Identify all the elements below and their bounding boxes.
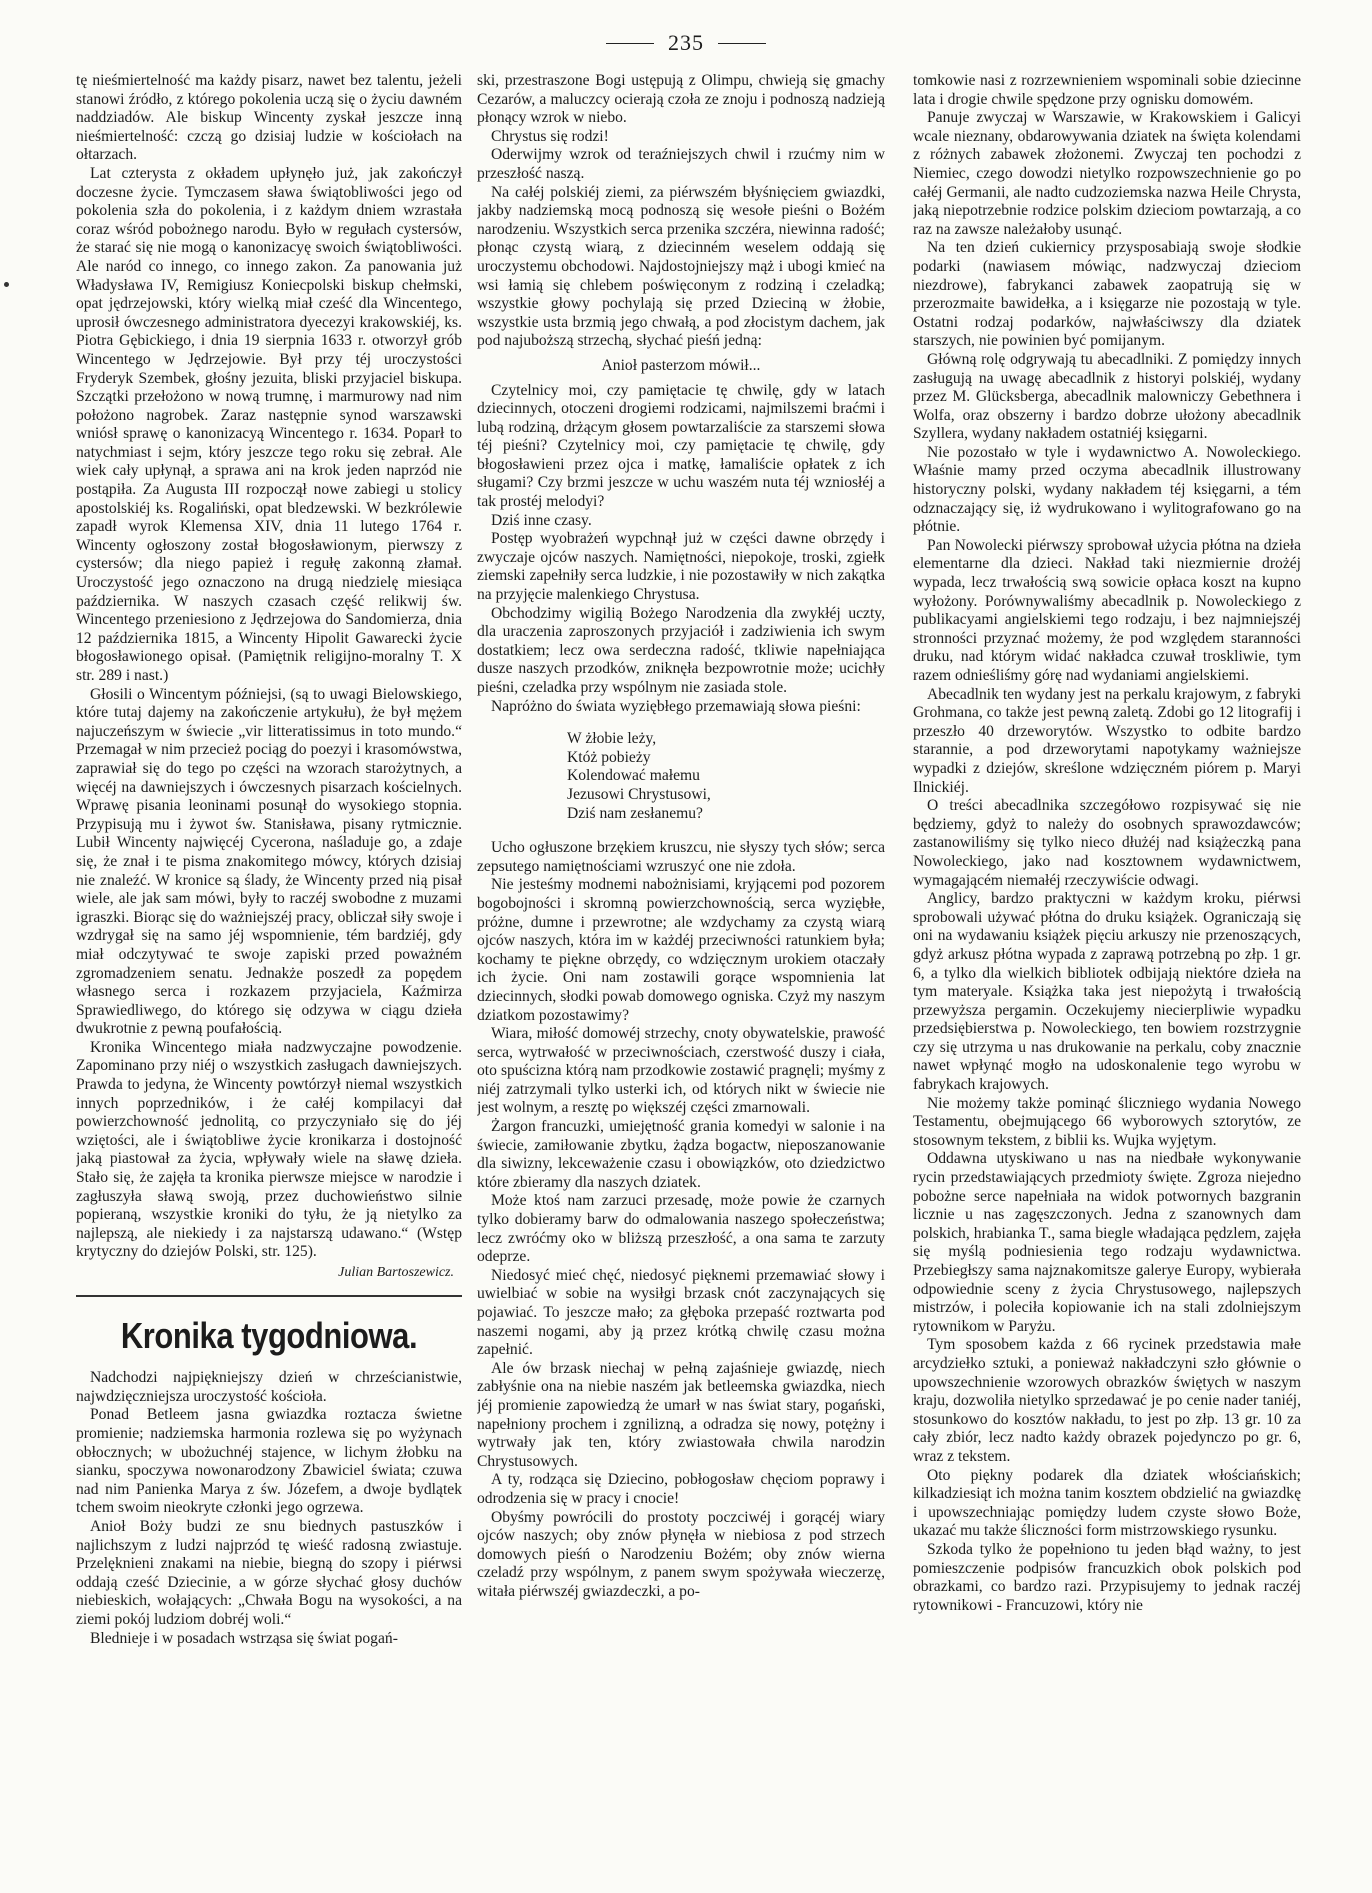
chronicle-paragraph: tomkowie nasi z rozrzewnieniem wspominali sobie dziecinne lata i drogie chwile spędzone przy ognisku domowém. [913,72,1301,108]
chronicle-paragraph: Pan Nowolecki piérwszy sprobował użycia płótna na dzieła elementarne dla dzieci. Nakład taki niezmiernie drożéj wypada, lecz trwałością swą sowicie opłaca koszt na kupno wyłożony. Porównywaliśmy abecadlnik p. Nowoleckiego z publikacyami angielskiemi tego rodzaju, i bez najmniejszéj stronności przyznać możemy, że pod względem staranności druku, nad którym widać nakładca czuwał troskliwie, tym razem odnieśliśmy górę nad wydaniami angielskiemi. [913,536,1301,684]
verse-line: W żłobie leży, [567,730,657,748]
verse-line: Jezusowi Chrystusowi, [567,785,711,803]
chronicle-paragraph: Abecadlnik ten wydany jest na perkalu krajowym, z fabryki Grohmana, co także jest pewną zaletą. Zdobi go 12 litografij i przeszło 40 drzeworytów. Wszystko to odbite bardzo starannie, a pod drzeworytami napotykamy ważniejsze wypadki z dziejów, skreślone wdzięczném piórem p. Maryi Ilnickiéj. [913,685,1301,796]
chronicle-paragraph: Chrystus się rodzi! [491,127,609,145]
song-quote: Anioł pasterzom mówił... [601,356,761,374]
article-paragraph: Lat czterysta z okładem upłynęło już, jak zakończył doczesne życie. Tymczasem sława świątobliwości jego od pokolenia szła do pokolenia, i z każdym dniem wzrastała coraz wśród pobożnego narodu. Było w regułach cystersów, że starać się nie mogą o kanonizacyę swoich świątobliwości. Ale naród co innego, co innego zakon. Za panowania już Władysława IV, Remigiusz Koniecpolski biskup chełmski, opat jędrzejowski, który wielką miał cześć dla Wincentego, uprosił ówczesnego administratora dyecezyi krakowskiéj, ks. Piotra Gębickiego, i dnia 19 sierpnia 1633 r. otworzył grób Wincentego w Jędrzejowie. Był przy téj uroczystości Fryderyk Szembek, głośny jezuita, bliski przyjaciel biskupa. Szczątki przełożono w nową trumnę, i marmurowy nad nim położono nagrobek. Zaraz następnie synod warszawski wniósł sprawę o kanonizacyą Wincentego r. 1634. Poparł to natychmiast i sejm, który jeszcze tego roku się zebrał. Ale wiek cały upłynął, a sprawa ani na krok jeden naprzód nie postąpiła. Za Augusta III rozpoczął nowe zabiegi u stolicy apostolskiéj ks. Rogaliński, opat bledzewski. W bezkrólewie zapadł wyrok Klemensa XIV, dnia 11 lutego 1764 r. Wincenty ogłoszony został błogosławionym, pierwszy z cystersów; dla niego papież i regułę zakonną złamał. Uroczystość jego oznaczono na drugą niedzielę miesiąca października. W naszych czasach część relikwij św. Wincentego przeniesiono z Jędrzejowa do Sandomierza, dnia 12 października 1815, a Wincenty Hipolit Gawarecki życie błogosławionego opisał. (Pamiętnik religijno-moralny T. X str. 289 i nast.) [76,164,462,684]
chronicle-paragraph: A ty, rodząca się Dziecino, pobłogosław chęciom poprawy i odrodzenia się w pracy i cnocie! [477,1471,885,1507]
chronicle-paragraph: Oddawna utyskiwano u nas na niedbałe wykonywanie rycin przedstawiających przedmioty święte. Zgroza niejedno pobożne serce napełniała na widok potwornych bazgranin licznie u nas zagęszczonych. Jedna z szanownych dam polskich, hrabianka T., sama biegle władająca pędzlem, zajęła się myślą podniesienia tego rodzaju wydawnictwa. Przebiegłszy sama najznakomitsze galerye Europy, wybierała odpowiednie sceny z życia Chrystusowego, najlepszych mistrzów, i poleciła kopiowanie ich na stali zdolniejszym rytownikom w Paryżu. [913,1150,1301,1335]
column-2 [477,72,885,1877]
chronicle-paragraph: Czytelnicy moi, czy pamiętacie tę chwilę, gdy w latach dziecinnych, otoczeni drogiemi rodzicami, najmilszemi braćmi i lubą rodziną, drżącym głosem powtarzaliście za starszemi słowa téj pieśni? Czytelnicy moi, czy pamiętacie tę chwilę, gdy błogosławieni przez ojca i matkę, łamaliście opłatek z ich sługami? Czy brzmi jeszcze w uchu waszém nuta téj wzniosłéj a tak prostéj melodyi? [477,381,885,511]
chronicle-paragraph: Napróżno do świata wyziębłego przemawiają słowa pieśni: [491,697,861,715]
chronicle-paragraph: Ponad Betleem jasna gwiazdka roztacza świetne promienie; nadziemska harmonia rozlewa się po wyżynach obłocznych; w ubożuchnéj stajence, w lichym żłobku na sianku, spoczywa nowonarodzony Zbawiciel świata; czuwa nad nim Panienka Marya z św. Józefem, a dwoje bydlątek tchem swoim nieokryte członki jego ogrzewa. [76,1406,462,1517]
chronicle-paragraph: O treści abecadlnika szczegółowo rozpisywać się nie będziemy, gdyż to należy do osobnych sprawozdawców; zastanowiliśmy się tylko nieco dłużéj nad książeczką pana Nowoleckiego, jako nad kosztownem wydawnictwem, wymagającém niemałéj rzeczywiście odwagi. [913,797,1301,889]
author-signature: Julian Bartoszewicz. [338,1265,454,1280]
header-rule-left [606,43,654,44]
chronicle-paragraph: Nie możemy także pominąć śliczniego wydania Nowego Testamentu, obejmującego 66 wyborowych sztorytów, ze stosownym tekstem, z biblii ks. Wujka wyjętym. [913,1094,1301,1149]
section-divider [76,1295,462,1297]
chronicle-paragraph: Oto piękny podarek dla dziatek włościańskich; kilkadziesiąt ich można tanim kosztem obdzielić na gwiazdkę i upowszechniając pomiędzy ludem czyste słowo Boże, ukazać mu także śliczności form mistrzowskiego rysunku. [913,1466,1301,1540]
chronicle-paragraph: Ale ów brzask niechaj w pełną zajaśnieje gwiazdę, niech zabłyśnie ona na niebie naszém jak betleemska gwiazdka, niech jéj promienie zapowiedzą że umarł w nas świat stary, pogański, napełniony prochem i zgnilizną, a odradza się nowy, potężny i wytrwały jak ten, który zwiastowała chwila narodzin Chrystusowych. [477,1359,885,1470]
chronicle-paragraph: Szkoda tylko że popełniono tu jeden błąd ważny, to jest pomieszczenie podpisów francuzkich obok polskich pod obrazkami, co bardzo razi. Przypisujemy to jednak raczéj rytownikowi - Francuzowi, który nie [913,1540,1301,1614]
verse-line: Dziś nam zesłanemu? [567,804,703,822]
article-paragraph: tę nieśmiertelność ma każdy pisarz, nawet bez talentu, jeżeli stanowi źródło, z którego pokolenia uczą się o życiu dawném naddziadów. Ale biskup Wincenty zyskał jeszcze inną nieśmiertelność: czczą go dzisiaj ludzie w kościołach na ołtarzach. [76,72,462,164]
chronicle-paragraph: Anioł Boży budzi ze snu biednych pastuszków i najlichszym z ludzi najprzód tę wieść radosną zwiastuje. Przelęknieni znakami na niebie, biegną do szopy i piérwsi oddają cześć Dziecinie, a w górze słychać głosy duchów niebieskich, wołających: „Chwała Bogu na wysokości, a na ziemi pokój ludziom dobréj woli.“ [76,1517,462,1628]
page-header [0,28,1372,58]
chronicle-paragraph: Panuje zwyczaj w Warszawie, w Krakowskiem i Galicyi wcale nieznany, obdarowywania dziatek na święta kolendami z różnych zabawek złożonemi. Zwyczaj ten pochodzi z Niemiec, czego dowodzi nietylko rozpowszechnienie go po całéj Germanii, ale nadto cudzoziemska nazwa Heile Chrysta, jaką niepotrzebnie rodzice polskim dzieciom powtarzają, a co raz na zawsze należałoby usunąć. [913,109,1301,238]
chronicle-paragraph: Tym sposobem każda z 66 rycinek przedstawia małe arcydziełko sztuki, a ponieważ nakładczyni szło głównie o upowszechnienie wzorowych obrazków świętych w naszym kraju, dozwoliła nietylko sprzedawać je po cenie nader taniéj, stosunkowo do kosztów nakładu, to jest po złp. 13 gr. 10 za cały zbiór, lecz nadto każdy obrazek pojedynczo po gr. 6, wraz z tekstem. [913,1336,1301,1465]
chronicle-paragraph: Nadchodzi najpiękniejszy dzień w chrześcianistwie, najwdzięczniejsza uroczystość kościoła. [76,1369,462,1405]
chronicle-paragraph: ski, przestraszone Bogi ustępują z Olimpu, chwieją się gmachy Cezarów, a maluczcy ocierają czoła ze znoju i podnoszą nadzieją płonący wzrok w niebo. [477,72,885,127]
column-1 [76,72,462,1877]
chronicle-paragraph: Na ten dzień cukiernicy przysposabiają swoje słodkie podarki (nawiasem mówiąc, nadzwyczaj dzieciom niezdrowe), fabrykanci zabawek zaopatrują się w przerozmaite bawidełka, a i księgarze nie pozostają w tyle. Ostatni rodzaj podarków, najwłaściwszy dla dziatek starszych, nie powinien być pomijanym. [913,239,1301,350]
header-rule-right [718,43,766,44]
article-paragraph: Kronika Wincentego miała nadzwyczajne powodzenie. Zapominano przy niéj o wszystkich zasługach dawniejszych. Prawda to jedyna, że Wincenty powtórzył niemal wszystkich innych poprzedników, i że całéj kompilacyi dał powierzchowność jednolitą, co przyczyniało się do jéj wziętości, ale i świątobliwe życie kronikarza i dostojność jaką piastował za życia, wpływały wiele na sławę dzieła. Stało się, że zajęła ta kronika pierwsze miejsce w narodzie i zagłuszyła sławą swoją, przez duchowieństwo silnie popieraną, wszystkie kroniki do tyłu, że ją nietylko za najlepszą, ale niekiedy i za najstarszą udawano.“ (Wstęp krytyczny do dziejów Polski, str. 125). [76,1038,462,1261]
chronicle-paragraph: Postęp wyobrażeń wypchnął już w części dawne obrzędy i zwyczaje ojców naszych. Namiętności, niepokoje, troski, zgiełk ziemski zapełniły serca ludzkie, i nie pozostawiły w nich zakątka na przyjęcie malenkiego Chrystusa. [477,530,885,604]
chronicle-paragraph: Oderwijmy wzrok od teraźniejszych chwil i rzućmy nim w przeszłość naszą. [477,146,885,182]
chronicle-paragraph: Główną rolę odgrywają tu abecadlniki. Z pomiędzy innych zasługują na uwagę abecadlnik z historyi polskiéj, wydany przez M. Glücksberga, abecadlnik malowniczy Gebethnera i Wolfa, oraz obszerny i bardzo dobrze ułożony abecadlnik Szyllera, wydany nakładem ostatniéj księgarni. [913,350,1301,443]
chronicle-paragraph: Nie pozostało w tyle i wydawnictwo A. Nowoleckiego. Właśnie mamy przed oczyma abecadlnik illustrowany historyczny polski, wydany nakładem téj księgarni, a tém odznaczający się, iż wydrukowano i wylitografowano go na płótnie. [913,443,1301,536]
chronicle-paragraph: Blednieje i w posadach wstrząsa się świat pogań- [90,1629,398,1647]
chronicle-paragraph: Niedosyć mieć chęć, niedosyć pięknemi przemawiać słowy i uwielbiać w sobie na wysiłgi brzask cnót zaczynających się pojawiać. To jeszcze mało; za głęboka przepaść roztwarta pod naszemi nogami, aby ją przez krótką chwilę czasu można zapełnić. [477,1266,885,1359]
chronicle-paragraph: Anglicy, bardzo praktyczni w każdym kroku, piérwsi sprobowali używać płótna do druku książek. Ograniczają się oni na wydawaniu książek pięciu arkuszy nie przenoszących, gdyż arkusz płótna wypada z zaprawą potrzebną po złp. 1 gr. 6, a tylko dla wielkich bibliotek odbijają niektóre dzieła na tym materyale. Książka taka jest niepożytą i trwałością przewyższa pergamin. Oczekujemy niecierpliwie wypadku przedsiębierstwa p. Nowoleckiego, ten bowiem rozstrzygnie czy się utrzyma u nas drukowanie na perkalu, coby znacznie nawet wpłynąć mogło na udoskonalenie tego wyrobu w fabrykach krajowych. [913,890,1301,1094]
carol-verse [567,730,885,823]
verse-line: Któż pobieży [567,748,651,766]
article-paragraph: Głosili o Wincentym późniejsi, (są to uwagi Bielowskiego, które tutaj dajemy na zakończenie artykułu), że był mężem najuczeńszym w świecie „vir litteratissimus in toto mundo.“ Przemagał w nim przecież pociąg do poezyi i krasomówstwa, zaprawiał się do tego po części na wzorach starożytnych, a więcéj na dawniejszych i ówczesnych pisarzach kościelnych. Wprawę pisania leoninami posunął do wysokiego stopnia. Przypisują mu i żywot św. Stanisława, pisany rytmicznie. Lubił Wincenty najwięcéj Cycerona, naśladuje go, a zdaje się, że znał i te pisma znakomitego mówcy, których dzisiaj nie znaleźć. W kronice są ślady, że Wincenty przed nią pisał wiele, ale jak sam mówi, były to raczéj swobodne z muzami igraszki. Biorąc się do ważniejszéj pracy, obliczał siły swoje i wzdrygał się na samo jéj wspomnienie, tém bardziéj, gdy miał odczytywać te swoje zapiski przed poważném zgromadzeniem senatu. Jednakże poszedł za popędem własnego serca i rozkazem przyjaciela, Kaźmirza Sprawiedliwego, do którego się odzywa w ciągu dzieła dwukrotnie z pewną poufałością. [76,685,462,1038]
chronicle-paragraph: Obyśmy powrócili do prostoty poczciwéj i gorącéj wiary ojców naszych; oby znów płynęła w niebiosa z pod strzech domowych pieśń o Narodzeniu Bożém; oby znów wierna czeladź przy wspólnym, z panem swym spożywała wieczerzę, witała piérwszéj gwiazdeczki, a po- [477,1508,885,1600]
column-3 [913,72,1301,1877]
page-number: 235 [668,30,704,55]
section-title: Kronika tygodniowa. [120,1314,418,1356]
chronicle-paragraph: Ucho ogłuszone brzękiem kruszcu, nie słyszy tych słów; serca zepsutego namiętnościami wzruszyć one nie zdoła. [477,839,885,875]
binding-hole-mark [4,282,9,287]
chronicle-paragraph: Nie jesteśmy modnemi nabożnisiami, kryjącemi pod pozorem bogobojności i skromną powierzchownością, serca wyziębłe, próżne, dumne i przewrotne; ale wzdychamy za czystą wiarą ojców naszych, która im w każdéj przeciwności ratunkiem była; kochamy te piękne obrzędy, co wdzięcznym urokiem otaczały ich życie. Oni nam zostawili gorące wspomnienia lat dziecinnych, słodki powab domowego ogniska. Czyż my naszym dziatkom pozostawimy? [477,876,885,1024]
chronicle-paragraph: Obchodzimy wigilią Bożego Narodzenia dla zwykłéj uczty, dla uraczenia zaproszonych przyjaciół i zadziwienia ich swym dostatkiem; lecz owa serdeczna radość, tkliwie napełniająca dusze naszych przodków, zniknęła bezpowrotnie może; ucichły pieśni, czeladka przy wspólnym nie zasiada stole. [477,604,885,696]
chronicle-paragraph: Wiara, miłość domowéj strzechy, cnoty obywatelskie, prawość serca, wytrwałość w przeciwnościach, czerstwość duszy i ciała, oto spuścizna którą nam przodkowie zostawić pragnęli; myśmy z niéj zatrzymali tylko usterki ich, od których nikt w świecie nie jest wolnym, a resztę po większéj części zmarnowali. [477,1025,885,1117]
chronicle-paragraph: Dziś inne czasy. [491,511,592,529]
chronicle-paragraph: Na całéj polskiéj ziemi, za piérwszém błyśnięciem gwiazdki, jakby nadziemską mocą podnoszą się wesołe pieśni o Bożém narodzeniu. Wszystkich serca przenika szczéra, niewinna radość; płonąc czystą wiarą, z dziecinném weselem oddają się uroczystemu obchodowi. Najdostojniejszy mąż i ubogi kmieć na wsi łamią się chlebem poświęconym z rodziną i czeladką; wszystkie głowy pochylają się przed Dzieciną w żłobie, wszystkie usta brzmią jego chwałą, a pod złocistym dachem, jak pod najuboższą strzechą, słychać pieśń jedną: [477,183,885,350]
chronicle-paragraph: Może ktoś nam zarzuci przesadę, może powie że czarnych tylko dobieramy barw do odmalowania naszego społeczeństwa; lecz zwróćmy oko w bliższą przeszłość, a ona sama te zarzuty odeprze. [477,1192,885,1266]
chronicle-paragraph: Żargon francuzki, umiejętność grania komedyi w salonie i na świecie, zamiłowanie zbytku, żądza bogactw, nieposzanowanie dla siwizny, lekceważenie czasu i obowiązków, oto dziedzictwo które zbieramy dla naszych dziatek. [477,1118,885,1191]
verse-line: Kolendować małemu [567,767,700,785]
